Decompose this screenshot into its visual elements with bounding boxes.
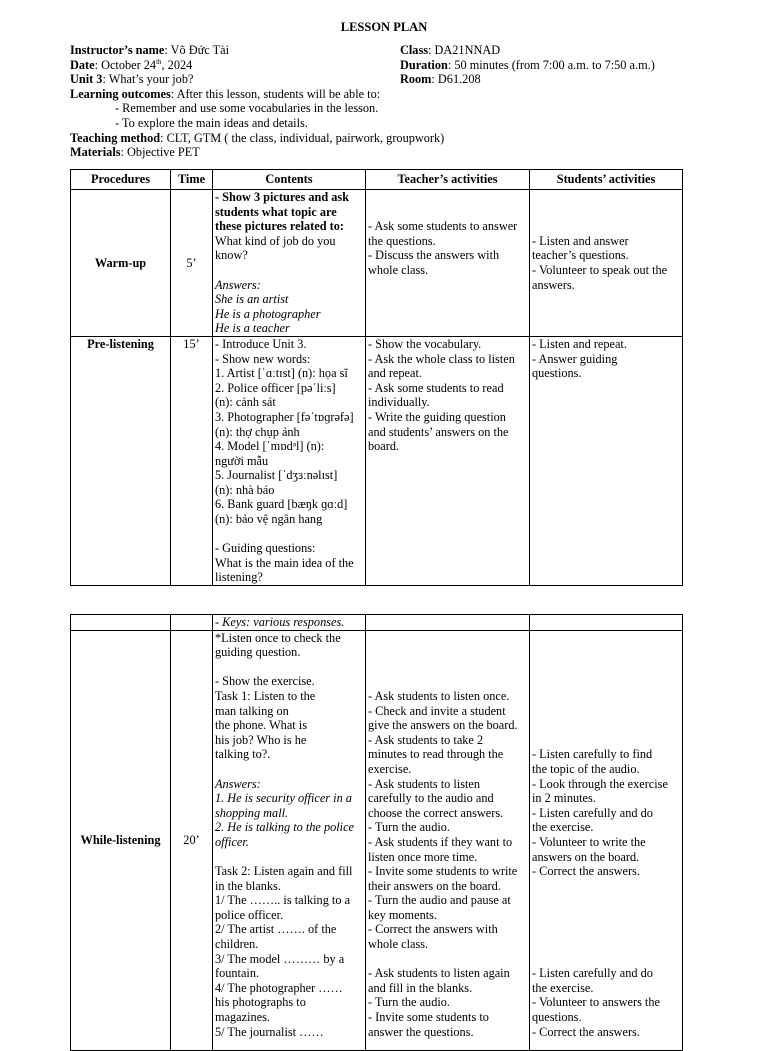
procedure-cell: Warm-up (71, 190, 171, 337)
content-line: He is a teacher (215, 321, 290, 336)
cell-line: his photographs to (215, 995, 306, 1010)
cell-line: (n): nhà báo (215, 482, 275, 497)
cell-line (532, 879, 680, 894)
cell-line: - Turn the audio. (368, 820, 450, 835)
cell-line: the topic of the audio. (532, 761, 640, 776)
student-cell (530, 630, 683, 1050)
method-label: Teaching method (70, 130, 161, 145)
cell-line: người mẫu (215, 453, 269, 468)
teacher-cell (366, 336, 530, 585)
cell-line: whole class. (368, 262, 429, 277)
cell-line: - Ask students to listen again (368, 966, 510, 981)
cell-line (532, 205, 680, 220)
table-row-whilelistening (71, 630, 683, 1050)
cell-line: 3. Photographer [fəˈtɒɡrəfə] (215, 409, 354, 424)
outcomes-value: : After this lesson, students will be able to: (170, 86, 381, 101)
lesson-table-1 (70, 169, 683, 586)
cell-line: key moments. (368, 907, 437, 922)
cell-line (215, 762, 363, 777)
cell-line: - Listen carefully and do (532, 805, 653, 820)
duration-value: : 50 minutes (from 7:00 a.m. to 7:50 a.m.) (447, 57, 655, 72)
cell-line (532, 660, 680, 675)
content-line: these pictures related to: (215, 219, 344, 234)
page-title: LESSON PLAN (340, 20, 428, 34)
cell-line: listen once more time. (368, 849, 478, 864)
cell-line: Answers: (215, 776, 261, 791)
cell-line: (n): thợ chụp ảnh (215, 424, 300, 439)
student-cell (530, 336, 683, 585)
cell-line (532, 674, 680, 689)
cell-line: 1. He is security officer in a (215, 791, 352, 806)
room-value: : D61.208 (431, 72, 481, 87)
cell-line (215, 527, 363, 542)
content-line: She is an artist (215, 292, 289, 307)
cell-line: - Correct the answers with (368, 922, 498, 937)
cell-line: - Turn the audio and pause at (368, 893, 511, 908)
cell-line (368, 190, 527, 205)
cell-line: - Invite some students to write (368, 864, 518, 879)
empty-cell (71, 615, 171, 631)
unit-value: : What’s your job? (102, 72, 194, 87)
cell-line: individually. (368, 395, 430, 410)
cell-line: 2. He is talking to the police (215, 820, 354, 835)
cell-line: 3/ The model ……… by a (215, 951, 345, 966)
cell-line: - Volunteer to speak out the (532, 262, 668, 277)
cell-line: - Ask students to take 2 (368, 732, 484, 747)
outcome-item: - To explore the main ideas and details. (115, 115, 308, 130)
cell-line: - Ask students to listen (368, 776, 481, 791)
cell-line: 2/ The artist ……. of the (215, 922, 337, 937)
cell-line: answers. (532, 277, 575, 292)
cell-line: 5. Journalist [ˈdʒɜːnəlɪst] (215, 468, 338, 483)
date-label: Date (70, 57, 95, 72)
cell-line: shopping mall. (215, 805, 289, 820)
table-row-warmup (71, 190, 683, 337)
cell-line: guiding question. (215, 645, 301, 660)
instructor-label: Instructor’s name (70, 43, 165, 57)
cell-line: 4/ The photographer …… (215, 980, 343, 995)
cell-line: What is the main idea of the (215, 555, 354, 570)
cell-line: in the blanks. (215, 878, 281, 893)
cell-line: - Discuss the answers with (368, 248, 500, 263)
content-line (215, 263, 363, 278)
cell-line (368, 674, 527, 689)
outcome-item: - Remember and use some vocabularies in the lesson. (115, 101, 379, 116)
cell-line: the exercise. (532, 980, 594, 995)
cell-line: - Volunteer to write the (532, 834, 646, 849)
time-cell: 5’ (171, 190, 213, 337)
header-procedures: Procedures (71, 170, 171, 190)
table-row-prelistening (71, 336, 683, 585)
content-line: What kind of job do you (215, 233, 336, 248)
cell-line: - Listen carefully to find (532, 747, 653, 762)
cell-line: magazines. (215, 1010, 270, 1025)
cell-line: and students’ answers on the (368, 424, 509, 439)
cell-line: - Introduce Unit 3. (215, 336, 307, 351)
method-value: : CLT, GTM ( the class, individual, pairwork, groupwork) (160, 130, 445, 145)
content-cell (213, 630, 366, 1050)
content-line: - Show 3 pictures and ask (215, 190, 350, 204)
room-label: Room (400, 72, 432, 87)
cell-line: 4. Model [ˈmɒdᵊl] (n): (215, 439, 325, 454)
cell-line (368, 631, 527, 646)
cell-line: answers on the board. (532, 849, 640, 864)
cell-line: Task 1: Listen to the (215, 688, 316, 703)
cell-line: - Show the vocabulary. (368, 336, 482, 351)
cell-line: Task 2: Listen again and fill (215, 864, 353, 879)
header-teacher: Teacher’s activities (366, 170, 530, 190)
cell-line: teacher’s questions. (532, 248, 629, 263)
cell-line: fountain. (215, 966, 260, 981)
time-cell: 20’ (171, 630, 213, 1050)
cell-line: 1/ The …….. is talking to a (215, 893, 351, 908)
cell-line: - Ask the whole class to listen (368, 351, 515, 366)
procedure-cell: While-listening (71, 630, 171, 1050)
content-line: Answers: (215, 277, 261, 292)
cell-line (532, 645, 680, 660)
cell-line: *Listen once to check the (215, 630, 341, 645)
cell-line: 1. Artist [ˈɑːtɪst] (n): họa sĩ (215, 366, 348, 381)
cell-line: in 2 minutes. (532, 791, 596, 806)
cell-line: - Volunteer to answers the (532, 995, 660, 1010)
cell-line: (n): bảo vệ ngân hang (215, 512, 323, 527)
cell-line (532, 937, 680, 952)
cell-line (215, 660, 363, 675)
cell-line (532, 219, 680, 234)
cell-line: officer. (215, 834, 249, 849)
cell-line (368, 205, 527, 220)
content-cell: - Keys: various responses. (213, 615, 366, 631)
cell-line: - Listen and answer (532, 233, 629, 248)
content-line: He is a photographer (215, 306, 321, 321)
cell-line: whole class. (368, 937, 429, 952)
cell-line: - Check and invite a student (368, 703, 506, 718)
cell-line: and fill in the blanks. (368, 980, 473, 995)
cell-line: questions. (532, 366, 582, 381)
procedure-cell: Pre-listening (71, 336, 171, 585)
cell-line (368, 660, 527, 675)
cell-line: man talking on (215, 703, 289, 718)
cell-line: exercise. (368, 761, 412, 776)
lesson-header (70, 43, 710, 160)
cell-line (532, 952, 680, 967)
header-contents: Contents (213, 170, 366, 190)
cell-line: listening? (215, 570, 263, 585)
cell-line (532, 631, 680, 646)
unit-label: Unit 3 (70, 72, 103, 87)
cell-line: carefully to the audio and (368, 791, 494, 806)
empty-cell (171, 615, 213, 631)
table-header-row (71, 170, 683, 190)
cell-line: (n): cảnh sát (215, 395, 276, 410)
cell-line: - Ask students to listen once. (368, 688, 510, 703)
header-students: Students’ activities (530, 170, 683, 190)
header-time: Time (171, 170, 213, 190)
cell-line: questions. (532, 1010, 582, 1025)
table-row-keys (71, 615, 683, 631)
cell-line (368, 952, 527, 967)
materials-value: : Objective PET (120, 145, 200, 160)
instructor-value: : Võ Đức Tài (164, 43, 229, 57)
cell-line (532, 908, 680, 923)
lesson-table-2 (70, 614, 683, 1051)
content-cell (213, 336, 366, 585)
cell-line: - Listen carefully and do (532, 966, 653, 981)
class-value: : DA21NNAD (428, 43, 501, 57)
cell-line: children. (215, 937, 259, 952)
date-suffix: th (156, 57, 162, 66)
cell-line: and repeat. (368, 366, 422, 381)
cell-line: - Invite some students to (368, 1010, 489, 1025)
cell-line (368, 645, 527, 660)
cell-line: the exercise. (532, 820, 594, 835)
empty-cell (366, 615, 530, 631)
class-label: Class (400, 43, 429, 57)
cell-line (532, 190, 680, 205)
cell-line: give the answers on the board. (368, 718, 518, 733)
cell-line: - Guiding questions: (215, 541, 316, 556)
content-line: students what topic are (215, 204, 337, 219)
time-cell: 15’ (171, 336, 213, 585)
cell-line: minutes to read through the (368, 747, 504, 762)
cell-line (532, 893, 680, 908)
cell-line: - Ask some students to read (368, 380, 504, 395)
duration-label: Duration (400, 57, 448, 72)
empty-cell (530, 615, 683, 631)
teacher-cell (366, 190, 530, 337)
date-value: : October 24 (94, 57, 157, 72)
teacher-cell (366, 630, 530, 1050)
cell-line (532, 922, 680, 937)
content-cell (213, 190, 366, 337)
cell-line: - Turn the audio. (368, 995, 450, 1010)
cell-line: - Ask students if they want to (368, 834, 513, 849)
cell-line (532, 704, 680, 719)
materials-label: Materials (70, 145, 121, 160)
cell-line: - Listen and repeat. (532, 336, 627, 351)
cell-line: 6. Bank guard [bæŋk ɡɑːd] (215, 497, 348, 512)
cell-line: police officer. (215, 907, 284, 922)
cell-line (532, 689, 680, 704)
cell-line: talking to?. (215, 747, 271, 762)
cell-line (532, 718, 680, 733)
cell-line: the questions. (368, 233, 436, 248)
date-year: , 2024 (161, 57, 193, 72)
cell-line: - Correct the answers. (532, 1024, 640, 1039)
cell-line: - Ask some students to answer (368, 219, 518, 234)
cell-line: 5/ The journalist …… (215, 1024, 324, 1039)
cell-line: board. (368, 439, 400, 454)
cell-line: - Show new words: (215, 351, 311, 366)
cell-line: 2. Police officer [pəˈliːs] (215, 380, 336, 395)
cell-line: - Show the exercise. (215, 674, 315, 689)
cell-line (532, 733, 680, 748)
cell-line: - Look through the exercise (532, 776, 668, 791)
content-line: know? (215, 248, 248, 263)
student-cell (530, 190, 683, 337)
cell-line: the phone. What is (215, 718, 307, 733)
cell-line: - Answer guiding (532, 351, 618, 366)
cell-line: - Correct the answers. (532, 864, 640, 879)
cell-line: answer the questions. (368, 1024, 474, 1039)
cell-line: - Write the guiding question (368, 409, 506, 424)
cell-line: his job? Who is he (215, 732, 307, 747)
cell-line: choose the correct answers. (368, 805, 504, 820)
cell-line (215, 850, 363, 865)
outcomes-label: Learning outcomes (70, 86, 171, 101)
cell-line: their answers on the board. (368, 878, 501, 893)
